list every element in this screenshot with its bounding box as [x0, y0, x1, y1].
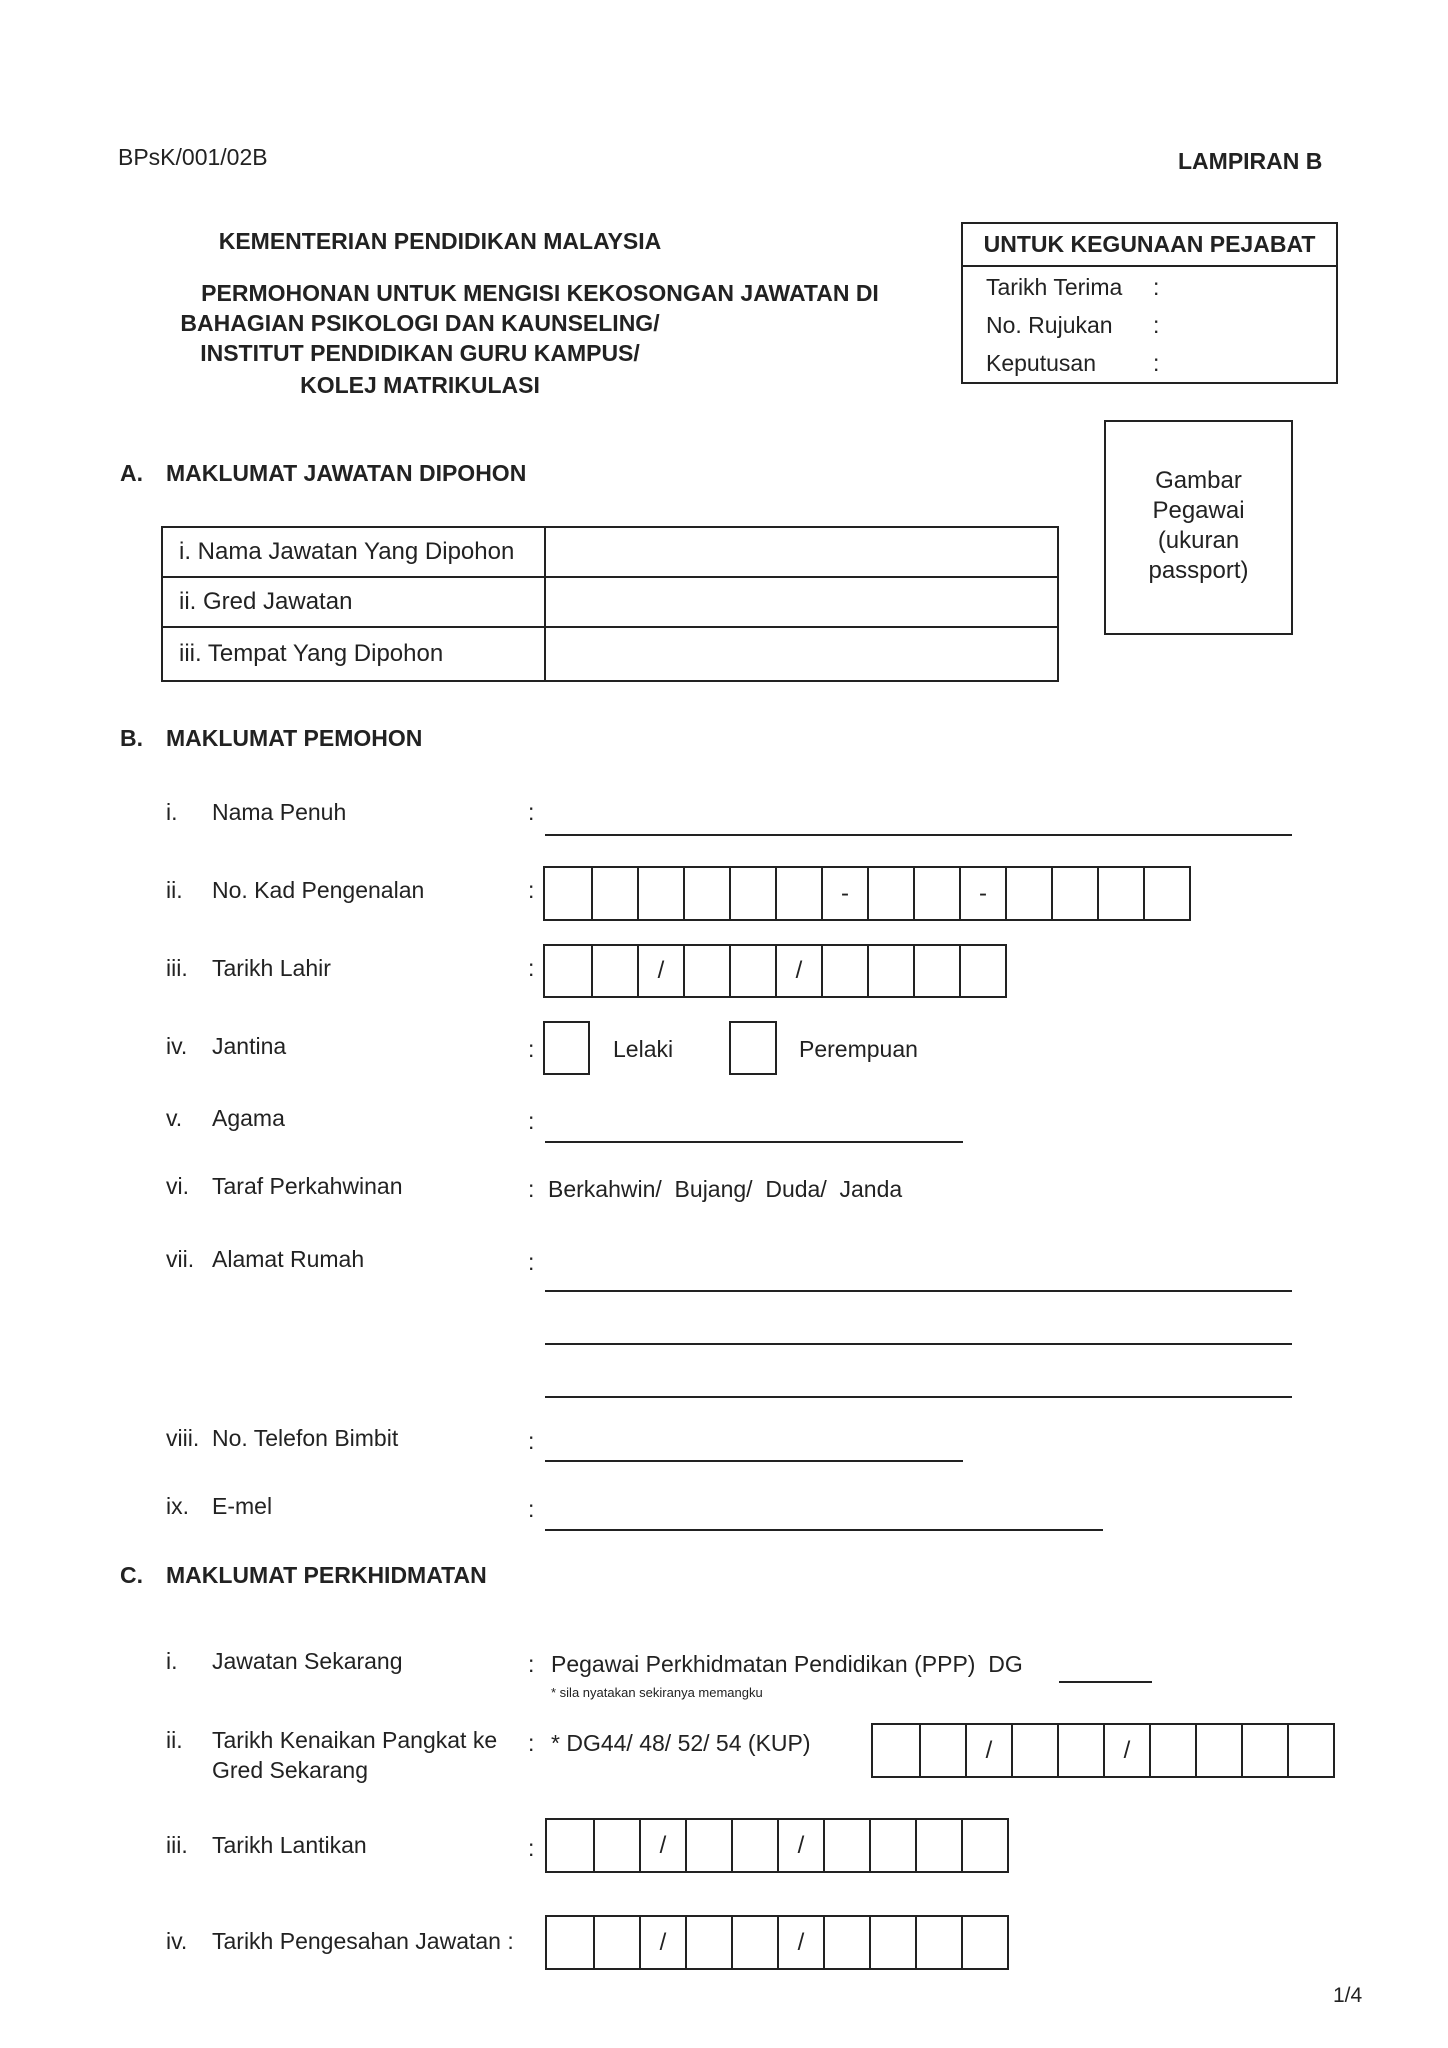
date-digit-box[interactable] [919, 1725, 965, 1776]
item-num: ii. [166, 1727, 183, 1753]
date-digit-box[interactable] [915, 1917, 961, 1968]
photo-box [1104, 420, 1293, 635]
alamat-field-line-2[interactable] [545, 1343, 1292, 1345]
ic-digit-box[interactable] [1005, 868, 1051, 919]
photo-line: Gambar [1155, 467, 1242, 494]
date-digit-box[interactable] [961, 1820, 1007, 1871]
lelaki-checkbox[interactable] [543, 1021, 590, 1075]
colon: : [528, 1496, 535, 1522]
item-num: iii. [166, 1832, 188, 1858]
lantikan-label: Tarikh Lantikan [212, 1832, 367, 1858]
date-separator: / [965, 1725, 1011, 1776]
date-separator: / [639, 1820, 685, 1871]
agama-field[interactable] [545, 1141, 963, 1143]
date-digit-box[interactable] [1149, 1725, 1195, 1776]
ic-digit-box[interactable] [1143, 868, 1189, 919]
item-num: iv. [166, 1033, 188, 1059]
page-number: 1/4 [1333, 1984, 1363, 2007]
date-separator: / [775, 946, 821, 996]
colon: : [528, 1108, 535, 1134]
date-digit-box[interactable] [593, 1917, 639, 1968]
date-digit-box[interactable] [823, 1820, 869, 1871]
agama-label: Agama [212, 1105, 285, 1131]
office-colon: : [1153, 350, 1160, 376]
section-a-title: MAKLUMAT JAWATAN DIPOHON [166, 460, 527, 486]
ministry-title: KEMENTERIAN PENDIDIKAN MALAYSIA [218, 228, 662, 254]
dg-grade-field[interactable] [1059, 1681, 1152, 1683]
date-digit-box[interactable] [869, 1917, 915, 1968]
item-num: i. [166, 1648, 178, 1674]
colon: : [528, 1730, 535, 1756]
alamat-field-line-3[interactable] [545, 1396, 1292, 1398]
date-digit-box[interactable] [915, 1820, 961, 1871]
colon: : [528, 877, 535, 903]
colon: : [528, 1835, 535, 1861]
ic-dash: - [959, 868, 1005, 919]
date-digit-box[interactable] [545, 946, 591, 996]
jawatan-sekarang-value: Pegawai Perkhidmatan Pendidikan (PPP) DG [551, 1651, 1023, 1677]
table-row [162, 627, 1058, 681]
taraf-label: Taraf Perkahwinan [212, 1173, 403, 1199]
ic-digit-box[interactable] [775, 868, 821, 919]
tarikh-lahir-label: Tarikh Lahir [212, 955, 331, 981]
tarikh-lahir-boxes[interactable] [543, 944, 1007, 998]
colon: : [528, 1249, 535, 1275]
ic-digit-box[interactable] [591, 868, 637, 919]
date-digit-box[interactable] [685, 1820, 731, 1871]
ic-digit-box[interactable] [683, 868, 729, 919]
kenaikan-date-boxes[interactable] [871, 1723, 1335, 1778]
memangku-note: * sila nyatakan sekiranya memangku [551, 1685, 763, 1700]
office-no-rujukan-label: No. Rujukan [986, 312, 1113, 338]
row-label-nama-jawatan: i. Nama Jawatan Yang Dipohon [162, 527, 545, 577]
emel-field[interactable] [545, 1529, 1103, 1531]
ic-digit-box[interactable] [1097, 868, 1143, 919]
annex-label: LAMPIRAN B [1178, 148, 1323, 174]
date-digit-box[interactable] [869, 1820, 915, 1871]
gred-jawatan-field[interactable] [545, 577, 1058, 627]
date-digit-box[interactable] [591, 946, 637, 996]
date-digit-box[interactable] [961, 1917, 1007, 1968]
photo-line: (ukuran [1157, 527, 1240, 554]
photo-line: passport) [1148, 557, 1249, 584]
colon: : [528, 1428, 535, 1454]
date-digit-box[interactable] [913, 946, 959, 996]
date-separator: / [639, 1917, 685, 1968]
lantikan-date-boxes[interactable] [545, 1818, 1009, 1873]
item-num: vi. [166, 1173, 189, 1199]
table-row [162, 577, 1058, 627]
date-digit-box[interactable] [1195, 1725, 1241, 1776]
table-row [162, 527, 1058, 577]
item-num: iii. [166, 955, 188, 981]
date-separator: / [777, 1917, 823, 1968]
lelaki-label: Lelaki [613, 1036, 674, 1062]
alamat-field-line-1[interactable] [545, 1290, 1292, 1292]
section-c-title: MAKLUMAT PERKHIDMATAN [166, 1562, 487, 1588]
nama-penuh-label: Nama Penuh [212, 799, 347, 825]
item-num: i. [166, 799, 178, 825]
section-b-title: MAKLUMAT PEMOHON [166, 725, 423, 751]
jawatan-sekarang-label: Jawatan Sekarang [212, 1648, 403, 1674]
date-digit-box[interactable] [685, 1917, 731, 1968]
form-title-line-2: BAHAGIAN PSIKOLOGI DAN KAUNSELING/ [180, 310, 660, 336]
section-c-letter: C. [120, 1562, 143, 1588]
section-a-table [161, 526, 1059, 682]
ic-digit-box[interactable] [1051, 868, 1097, 919]
pengesahan-label: Tarikh Pengesahan Jawatan : [212, 1928, 514, 1954]
photo-line: Pegawai [1152, 497, 1245, 524]
form-code: BPsK/001/02B [118, 144, 268, 170]
nama-penuh-field[interactable] [545, 834, 1292, 836]
perempuan-label: Perempuan [799, 1036, 918, 1062]
item-num: v. [166, 1105, 183, 1131]
office-tarikh-terima-label: Tarikh Terima [986, 274, 1123, 300]
emel-label: E-mel [212, 1493, 273, 1519]
item-num: vii. [166, 1246, 195, 1272]
section-b-letter: B. [120, 725, 143, 751]
office-colon: : [1153, 312, 1160, 338]
kenaikan-label-line-1: Tarikh Kenaikan Pangkat ke [212, 1727, 498, 1753]
item-num: ii. [166, 877, 183, 903]
telefon-field[interactable] [545, 1460, 963, 1462]
date-digit-box[interactable] [1057, 1725, 1103, 1776]
office-keputusan-label: Keputusan [986, 350, 1096, 376]
date-digit-box[interactable] [823, 1917, 869, 1968]
ic-digit-box[interactable] [913, 868, 959, 919]
colon: : [528, 1651, 535, 1677]
date-digit-box[interactable] [1011, 1725, 1057, 1776]
form-title-line-1: PERMOHONAN UNTUK MENGISI KEKOSONGAN JAWATAN DI [201, 280, 879, 306]
item-num: ix. [166, 1493, 189, 1519]
date-digit-box[interactable] [547, 1820, 593, 1871]
office-use-box [961, 222, 1338, 384]
nama-jawatan-field[interactable] [545, 527, 1058, 577]
alamat-label: Alamat Rumah [212, 1246, 365, 1272]
form-title-line-4: KOLEJ MATRIKULASI [300, 372, 540, 398]
ic-digit-box[interactable] [867, 868, 913, 919]
date-digit-box[interactable] [683, 946, 729, 996]
ic-number-boxes[interactable] [543, 866, 1191, 921]
date-digit-box[interactable] [867, 946, 913, 996]
kenaikan-grade-options[interactable]: * DG44/ 48/ 52/ 54 (KUP) [551, 1730, 811, 1756]
date-separator: / [637, 946, 683, 996]
kenaikan-label-line-2: Gred Sekarang [212, 1757, 368, 1783]
taraf-options[interactable]: Berkahwin/ Bujang/ Duda/ Janda [548, 1176, 903, 1202]
item-num: viii. [166, 1425, 200, 1451]
colon: : [528, 1036, 535, 1062]
row-label-tempat-dipohon: iii. Tempat Yang Dipohon [162, 627, 545, 681]
date-digit-box[interactable] [731, 1917, 777, 1968]
date-digit-box[interactable] [959, 946, 1005, 996]
date-digit-box[interactable] [821, 946, 867, 996]
colon: : [528, 955, 535, 981]
date-digit-box[interactable] [1241, 1725, 1287, 1776]
jantina-label: Jantina [212, 1033, 287, 1059]
ic-digit-box[interactable] [729, 868, 775, 919]
office-use-title: UNTUK KEGUNAAN PEJABAT [963, 224, 1336, 267]
section-a-letter: A. [120, 460, 143, 486]
telefon-label: No. Telefon Bimbit [212, 1425, 399, 1451]
date-digit-box[interactable] [729, 946, 775, 996]
date-digit-box[interactable] [873, 1725, 919, 1776]
office-colon: : [1153, 274, 1160, 300]
ic-digit-box[interactable] [545, 868, 591, 919]
date-digit-box[interactable] [1287, 1725, 1333, 1776]
date-separator: / [1103, 1725, 1149, 1776]
ic-digit-box[interactable] [637, 868, 683, 919]
date-digit-box[interactable] [731, 1820, 777, 1871]
perempuan-checkbox[interactable] [729, 1021, 777, 1075]
form-title-line-3: INSTITUT PENDIDIKAN GURU KAMPUS/ [200, 340, 640, 366]
date-digit-box[interactable] [547, 1917, 593, 1968]
date-separator: / [777, 1820, 823, 1871]
ic-dash: - [821, 868, 867, 919]
item-num: iv. [166, 1928, 188, 1954]
colon: : [528, 1176, 535, 1202]
tempat-dipohon-field[interactable] [545, 627, 1058, 681]
row-label-gred-jawatan: ii. Gred Jawatan [162, 577, 545, 627]
pengesahan-date-boxes[interactable] [545, 1915, 1009, 1970]
colon: : [528, 799, 535, 825]
date-digit-box[interactable] [593, 1820, 639, 1871]
ic-label: No. Kad Pengenalan [212, 877, 425, 903]
photo-box-text [1106, 466, 1291, 586]
